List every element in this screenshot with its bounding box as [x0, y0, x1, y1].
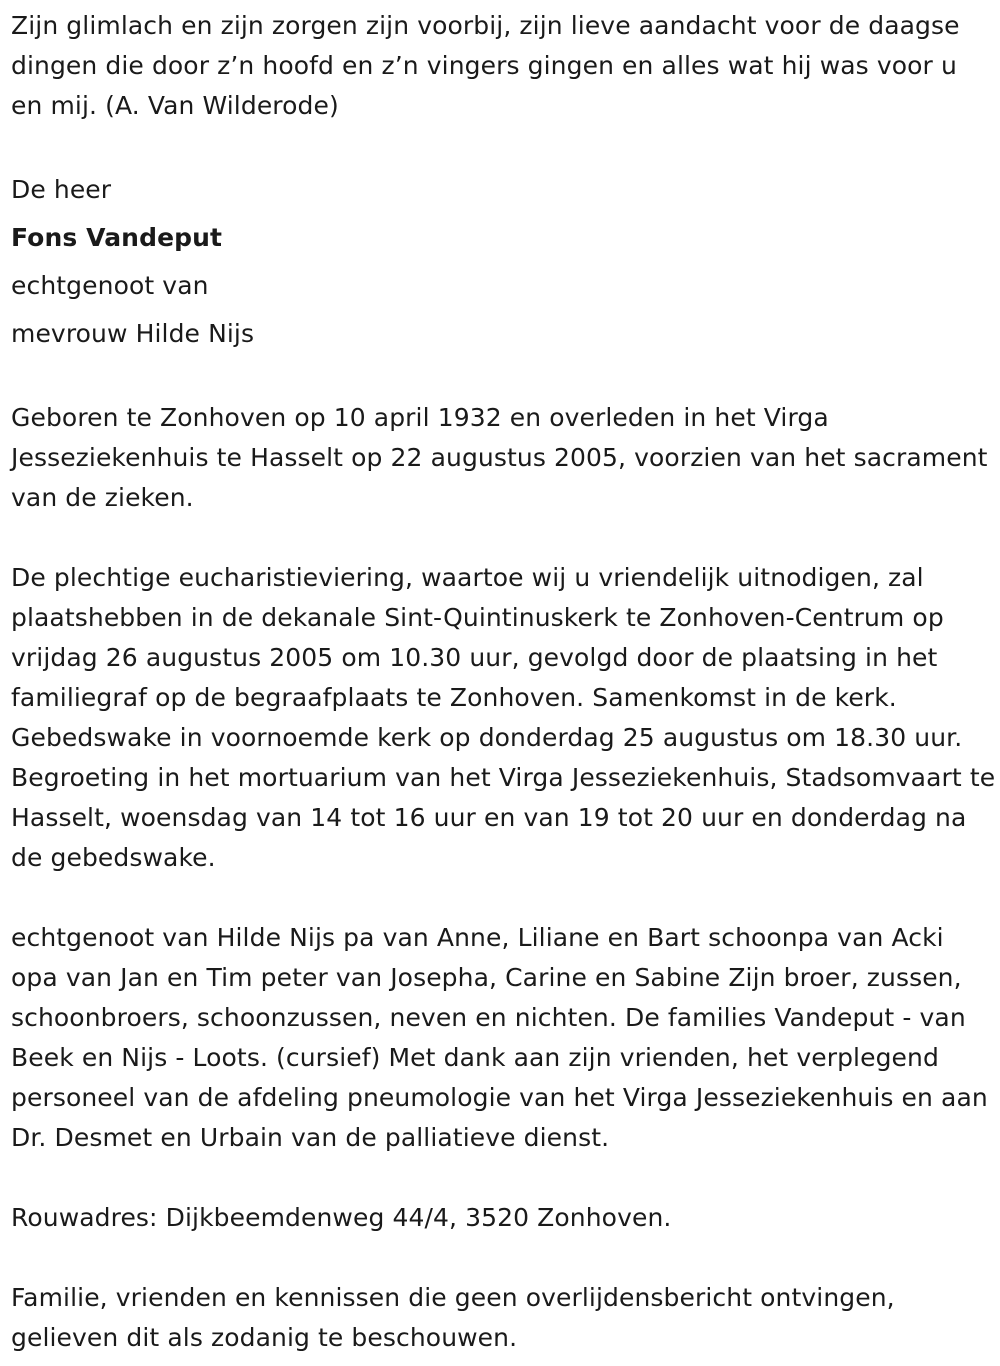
salutation: De heer	[11, 175, 112, 204]
relation-label: echtgenoot van	[11, 271, 209, 300]
memorial-quote: Zijn glimlach en zijn zorgen zijn voorbij, zijn lieve aandacht voor de daagse dingen die door z’n hoofd en z’n vingers gingen en alles wat hij was voor u en mij. (A. Van Wilderode)	[11, 11, 960, 120]
birth-death-paragraph: Geboren te Zonhoven op 10 april 1932 en overleden in het Virga Jesseziekenhuis te Hasselt op 22 augustus 2005, voorzien van het sacrament van de zieken.	[11, 403, 988, 512]
spouse-name: mevrouw Hilde Nijs	[11, 319, 255, 348]
mourning-address: Rouwadres: Dijkbeemdenweg 44/4, 3520 Zonhoven.	[11, 1203, 672, 1232]
deceased-name: Fons Vandeput	[11, 223, 223, 252]
ceremony-paragraph: De plechtige eucharistieviering, waartoe wij u vriendelijk uitnodigen, zal plaatshebben in de dekanale Sint-Quintinuskerk te Zonhoven-Centrum op vrijdag 26 augustus 2005 om 10.30 uur, gevolgd door de plaatsing in het familiegraf op de begraafplaats te Zonhoven. Samenkomst in de kerk. Gebedswake in voornoemde kerk op donderdag 25 augustus om 18.30 uur. Begroeting in het mortuarium van het Virga Jesseziekenhuis, Stadsomvaart te Hasselt, woensdag van 14 tot 16 uur en van 19 tot 20 uur en donderdag na de gebedswake.	[11, 563, 996, 872]
family-paragraph: echtgenoot van Hilde Nijs pa van Anne, Liliane en Bart schoonpa van Acki opa van Jan en Tim peter van Josepha, Carine en Sabine Zijn broer, zussen, schoonbroers, schoonzussen, neven en nichten. De families Vandeput - van Beek en Nijs - Loots. (cursief) Met dank aan zijn vrienden, het verplegend personeel van de afdeling pneumologie van het Virga Jesseziekenhuis en aan Dr. Desmet en Urbain van de palliatieve dienst.	[11, 923, 988, 1152]
closing-paragraph: Familie, vrienden en kennissen die geen overlijdensbericht ontvingen, gelieven dit als zodanig te beschouwen.	[11, 1283, 895, 1352]
death-notice	[11, 6, 996, 1358]
